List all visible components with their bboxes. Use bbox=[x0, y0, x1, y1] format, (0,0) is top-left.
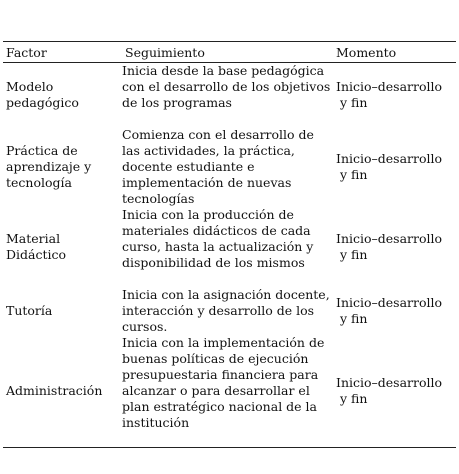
table-row bbox=[3, 335, 456, 448]
seguimiento-cell: Inicia con la producción de materiales didácticos de cada curso, hasta la actualización y disponibilidad de los mismos bbox=[122, 207, 314, 270]
momento-line-2: y fin bbox=[340, 167, 368, 182]
momento-cell bbox=[333, 335, 456, 448]
momento-line-2: y fin bbox=[340, 311, 368, 326]
momento-line-2: y fin bbox=[340, 391, 368, 406]
table-row bbox=[3, 287, 456, 335]
factor-cell: Tutoría bbox=[6, 303, 53, 318]
momento-cell bbox=[333, 287, 456, 335]
momento-line-1: Inicio–desarrollo bbox=[336, 79, 443, 94]
seguimiento-cell: Inicia desde la base pedagógica con el desarrollo de los objetivos de los programas bbox=[122, 63, 331, 110]
header-seguimiento: Seguimiento bbox=[122, 42, 333, 63]
seguimiento-cell: Inicia con la asignación docente, interacción y desarrollo de los cursos. bbox=[122, 287, 330, 334]
momento-line-1: Inicio–desarrollo bbox=[336, 375, 443, 390]
table-row bbox=[3, 207, 456, 287]
factor-cell: Práctica de aprendizaje y tecnología bbox=[6, 143, 92, 190]
table-row bbox=[3, 127, 456, 207]
header-momento: Momento bbox=[333, 42, 456, 63]
momento-line-2: y fin bbox=[340, 95, 368, 110]
seguimiento-cell: Inicia con la implementación de buenas políticas de ejecución presupuestaria financiera para alcanzar o para desarrollar el plan estratégico nacional de la institución bbox=[122, 335, 333, 448]
momento-line-2: y fin bbox=[340, 247, 368, 262]
seguimiento-cell: Comienza con el desarrollo de las actividades, la práctica, docente estudiante e implementación de nuevas tecnologías bbox=[122, 127, 314, 206]
table-row bbox=[3, 63, 456, 128]
momento-line-1: Inicio–desarrollo bbox=[336, 231, 443, 246]
momento-line-1: Inicio–desarrollo bbox=[336, 151, 443, 166]
table-header-row bbox=[3, 42, 456, 63]
factor-cell: Material Didáctico bbox=[6, 231, 67, 262]
factor-cell: Administración bbox=[3, 335, 122, 448]
momento-cell bbox=[333, 127, 456, 207]
momento-cell bbox=[333, 63, 456, 128]
tracking-table bbox=[3, 41, 456, 448]
header-factor: Factor bbox=[3, 42, 122, 63]
factor-cell: Modelo pedagógico bbox=[6, 79, 79, 110]
momento-cell bbox=[333, 207, 456, 287]
momento-line-1: Inicio–desarrollo bbox=[336, 295, 443, 310]
